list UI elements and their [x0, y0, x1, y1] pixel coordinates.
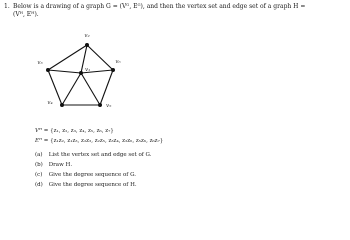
vertex-set-h-label: Vᴴ — [35, 128, 42, 134]
vertex-set-h — [35, 128, 114, 135]
question-c-text: Give the degree sequence of G. — [48, 172, 137, 178]
question-c-tag: (c) — [35, 172, 43, 178]
question-a-text: List the vertex set and edge set of G. — [48, 152, 152, 158]
question-c — [35, 172, 136, 179]
question-a — [35, 152, 152, 159]
edge-v6-v5 — [100, 70, 113, 105]
vertex-v5 — [98, 103, 102, 107]
vertex-label-v2: v₂ — [84, 33, 90, 39]
edge-v4-c — [62, 73, 81, 105]
problem-intro-line1: Below is a drawing of a graph G = (Vᴳ, Eᴳ), and then the vertex set and edge set of a graph H = — [13, 3, 306, 10]
edge-v3-v2 — [48, 45, 87, 70]
vertex-v2 — [85, 43, 89, 47]
edge-set-h-label: Eᴴ — [35, 138, 43, 144]
edge-v3-c — [48, 70, 81, 73]
graph-edges — [48, 45, 113, 105]
edge-v2-v6 — [87, 45, 113, 70]
question-a-tag: (a) — [35, 152, 43, 158]
vertex-label-v1: v₁ — [85, 67, 91, 73]
vertex-label-v6: v₆ — [115, 59, 121, 65]
question-b-text: Draw H. — [48, 162, 73, 168]
vertex-set-h-value: = {z₁, z₂, z₃, z₄, z₅, z₆, z₇} — [43, 128, 114, 134]
vertex-label-v5: v₅ — [106, 103, 112, 109]
edge-set-h — [35, 138, 163, 145]
question-d-tag: (d) — [35, 182, 43, 188]
problem-number: 1. — [4, 3, 10, 10]
question-d — [35, 182, 137, 189]
question-b — [35, 162, 72, 169]
vertex-v6 — [111, 68, 115, 72]
vertex-c — [79, 71, 83, 75]
question-d-text: Give the degree sequence of H. — [48, 182, 137, 188]
vertex-label-v3: v₃ — [37, 60, 43, 66]
graph-vertex-labels — [37, 33, 121, 109]
vertex-v3 — [46, 68, 50, 72]
graph-vertices — [46, 43, 115, 107]
vertex-label-v4: v₄ — [47, 100, 53, 106]
problem-intro-line2: (Vᴴ, Eᴴ). — [13, 11, 39, 18]
question-b-tag: (b) — [35, 162, 43, 168]
edge-set-h-value: = {z₁z₂, z₁z₃, z₂z₃, z₂z₅, z₃z₄, z₃z₆, z₅z₆, z₆z₇} — [43, 138, 164, 144]
vertex-v4 — [60, 103, 64, 107]
edge-v5-c — [81, 73, 100, 105]
